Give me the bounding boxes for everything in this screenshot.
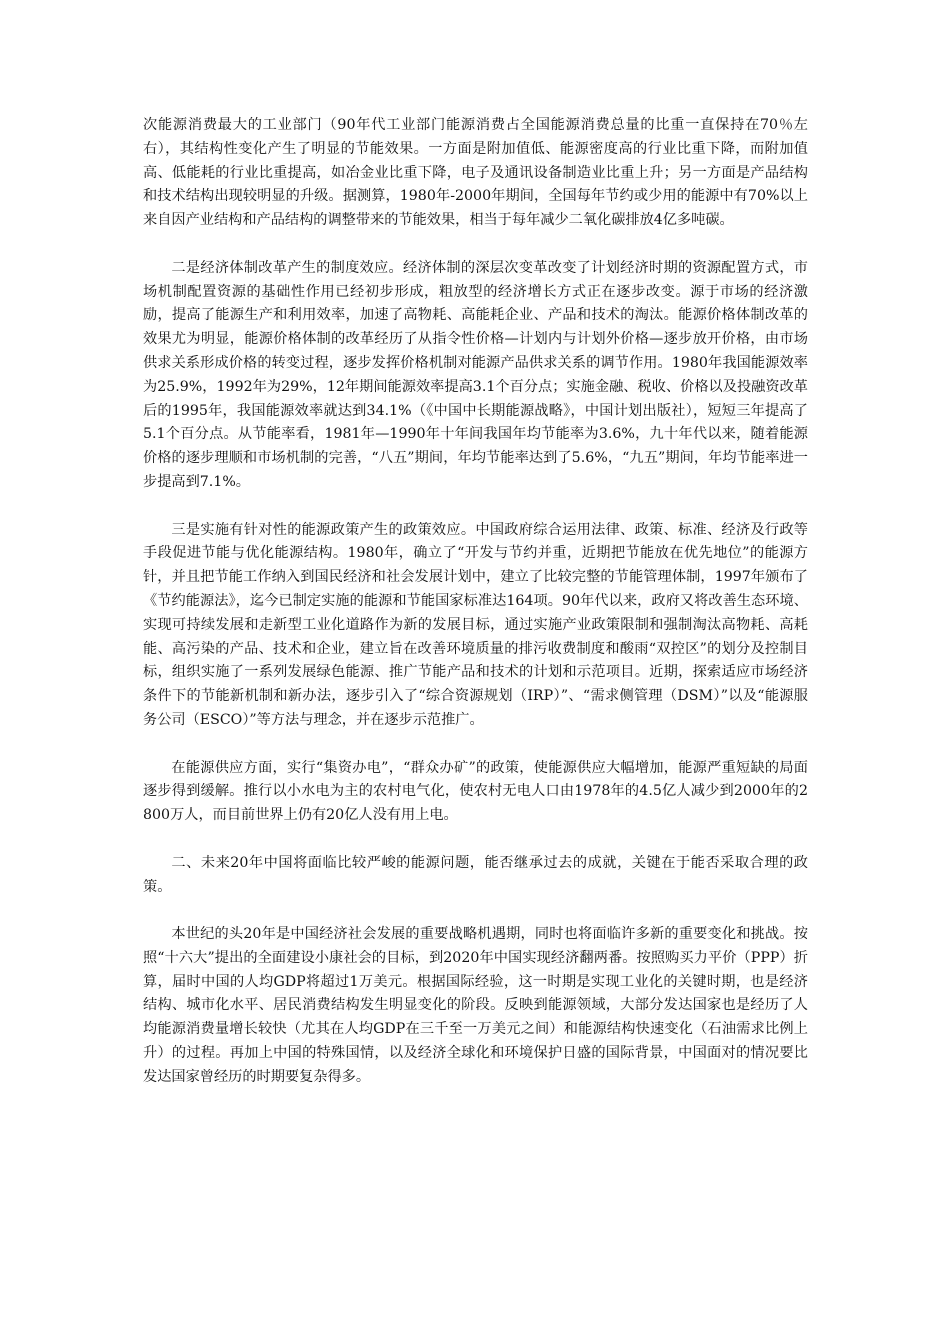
- section-heading-future-20-years: 二、未来20年中国将面临比较严峻的能源问题，能否继承过去的成就，关键在于能否采取合理的政策。: [143, 854, 808, 895]
- paragraph-energy-policy: 三是实施有针对性的能源政策产生的政策效应。中国政府综合运用法律、政策、标准、经济及行政等手段促进节能与优化能源结构。1980年，确立了“开发与节约并重，近期把节能放在优先地位”的能源方针，并且把节能工作纳入到国民经济和社会发展计划中，建立了比较完整的节能管理体制，1997年颁布了《节约能源法》，迄今已制定实施的能源和节能国家标准达164项。90年代以来，政府又将改善生态环境、实现可持续发展和走新型工业化道路作为新的发展目标，通过实施产业政策限制和强制淘汰高物耗、高耗能、高污染的产品、技术和企业，建立旨在改善环境质量的排污收费制度和酸雨“双控区”的划分及控制目标，组织实施了一系列发展绿色能源、推广节能产品和技术的计划和示范项目。近期，探索适应市场经济条件下的节能新机制和新办法，逐步引入了“综合资源规划（IRP）”、“需求侧管理（DSM）”以及“能源服务公司（ESCO）”等方法与理念，并在逐步示范推广。: [143, 521, 808, 728]
- document-page: [143, 114, 808, 1113]
- paragraph-strategic-opportunity: 本世纪的头20年是中国经济社会发展的重要战略机遇期，同时也将面临许多新的重要变化和挑战。按照“十六大”提出的全面建设小康社会的目标，到2020年中国实现经济翻两番。按照购买力平价（PPP）折算，届时中国的人均GDP将超过1万美元。根据国际经验，这一时期是实现工业化的关键时期，也是经济结构、城市化水平、居民消费结构发生明显变化的阶段。反映到能源领域，大部分发达国家也是经历了人均能源消费量增长较快（尤其在人均GDP在三千至一万美元之间）和能源结构快速变化（石油需求比例上升）的过程。再加上中国的特殊国情，以及经济全球化和环境保护日盛的国际背景，中国面对的情况要比发达国家曾经历的时期要复杂得多。: [143, 926, 808, 1085]
- paragraph-institutional-reform: 二是经济体制改革产生的制度效应。经济体制的深层次变革改变了计划经济时期的资源配置方式，市场机制配置资源的基础性作用已经初步形成，粗放型的经济增长方式正在逐步改变。源于市场的经济激励，提高了能源生产和利用效率，加速了高物耗、高能耗企业、产品和技术的淘汰。能源价格体制改革的效果尤为明显，能源价格体制的改革经历了从指令性价格—计划内与计划外价格—逐步放开价格，由市场供求关系形成价格的转变过程，逐步发挥价格机制对能源产品供求关系的调节作用。1980年我国能源效率为25.9%，1992年为29%，12年期间能源效率提高3.1个百分点；实施金融、税收、价格以及投融资改革后的1995年，我国能源效率就达到34.1%（《中国中长期能源战略》，中国计划出版社），短短三年提高了5.1个百分点。从节能率看，1981年—1990年十年间我国年均节能率为3.6%，九十年代以来，随着能源价格的逐步理顺和市场机制的完善，“八五”期间，年均节能率达到了5.6%，“九五”期间，年均节能率进一步提高到7.1%。: [143, 259, 808, 490]
- paragraph-energy-supply: 在能源供应方面，实行“集资办电”，“群众办矿”的政策，使能源供应大幅增加，能源严重短缺的局面逐步得到缓解。推行以小水电为主的农村电气化，使农村无电人口由1978年的4.5亿人减少到2000年的2800万人，而目前世界上仍有20亿人没有用上电。: [143, 759, 808, 824]
- paragraph-industrial-structure: 次能源消费最大的工业部门（90年代工业部门能源消费占全国能源消费总量的比重一直保持在70％左右），其结构性变化产生了明显的节能效果。一方面是附加值低、能源密度高的行业比重下降，而附加值高、低能耗的行业比重提高，如冶金业比重下降，电子及通讯设备制造业比重上升；另一方面是产品结构和技术结构出现较明显的升级。据测算，1980年-2000年期间，全国每年节约或少用的能源中有70%以上来自因产业结构和产品结构的调整带来的节能效果，相当于每年减少二氧化碳排放4亿多吨碳。: [143, 117, 808, 229]
